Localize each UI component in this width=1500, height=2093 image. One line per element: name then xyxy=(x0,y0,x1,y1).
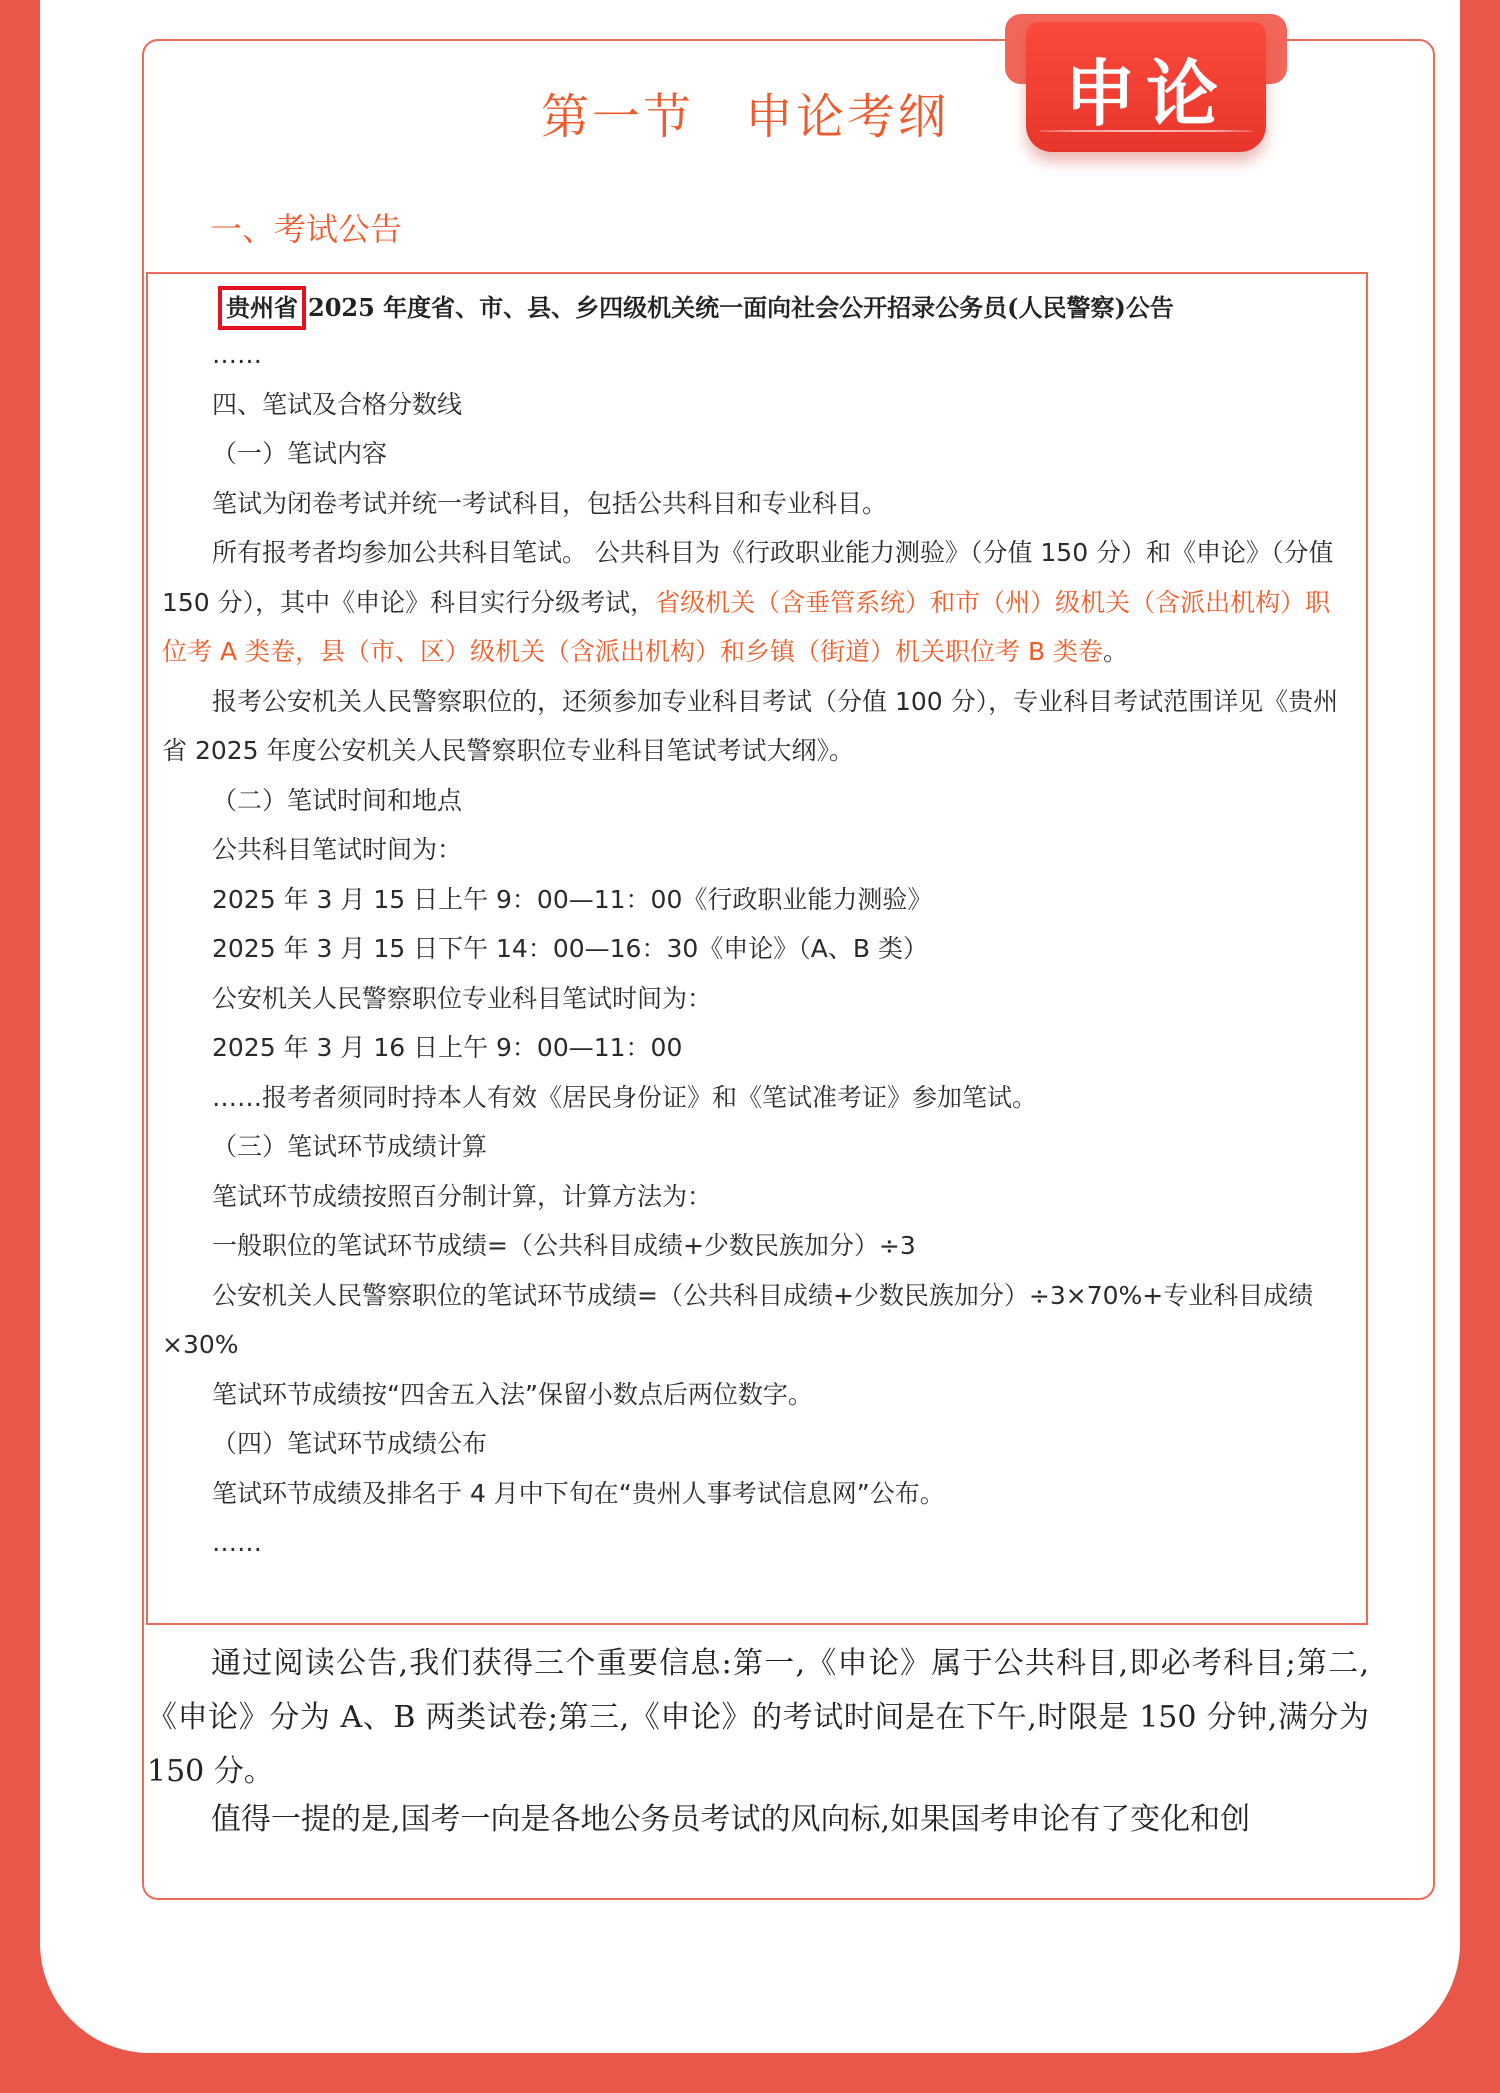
notice-title-rest: 2025 年度省、市、县、乡四级机关统一面向社会公开招录公务员(人民警察)公告 xyxy=(308,293,1174,322)
score-line: 笔试环节成绩按“四舍五入法”保留小数点后两位数字。 xyxy=(212,1379,813,1409)
subjects-end: 。 xyxy=(1103,637,1129,666)
analysis-paragraph-2: 值得一提的是,国考一向是各地公务员考试的风向标,如果国考申论有了变化和创 xyxy=(211,1802,1251,1837)
province-highlight: 贵州省 xyxy=(218,286,306,330)
badge-label: 申论 xyxy=(1063,52,1228,136)
grading-highlight: 省级机关（含垂管系统）和市（州）级机关（含派出机构）职位考 A 类卷，县（市、区）级机关（含派出机构）和乡镇（街道）机关职位考 B 类卷 xyxy=(162,587,1331,666)
notice-sub-3: （三）笔试环节成绩计算 xyxy=(212,1132,488,1161)
schedule-line: 2025 年 3 月 15 日下午 14：00—16：30《申论》（A、B 类） xyxy=(212,934,928,963)
result-line: 笔试环节成绩及排名于 4 月中下旬在“贵州人事考试信息网”公布。 xyxy=(212,1478,945,1508)
notice-sub-2: （二）笔试时间和地点 xyxy=(212,785,463,815)
schedule-line: 2025 年 3 月 15 日上午 9：00—11：00《行政职业能力测验》 xyxy=(212,884,933,914)
ellipsis-bottom: …… xyxy=(212,1528,262,1557)
notice-section-4: 四、笔试及合格分数线 xyxy=(212,389,463,419)
schedule-line: 公安机关人民警察职位专业科目笔试时间为： xyxy=(212,983,713,1013)
schedule-line: 公共科目笔试时间为： xyxy=(212,835,463,864)
score-line: 公安机关人民警察职位的笔试环节成绩=（公共科目成绩+少数民族加分）÷3×70%+专业科目成绩×30% xyxy=(162,1280,1314,1359)
notice-paragraph-police: 报考公安机关人民警察职位的，还须参加专业科目考试（分值 100 分），专业科目考试范围详见《贵州省 2025 年度公安机关人民警察职位专业科目笔试考试大纲》。 xyxy=(162,686,1339,765)
notice-paragraph: 笔试为闭卷考试并统一考试科目，包括公共科目和专业科目。 xyxy=(212,488,888,518)
notice-box xyxy=(146,272,1368,1625)
notice-sub-4: （四）笔试环节成绩公布 xyxy=(212,1429,488,1458)
analysis-paragraph: 通过阅读公告,我们获得三个重要信息:第一,《申论》属于公共科目,即必考科目;第二,《申论》分为 A、B 两类试卷;第三,《申论》的考试时间是在下午,时限是 150 分钟,满分为 150 分。 xyxy=(147,1646,1369,1789)
notice-sub-1: （一）笔试内容 xyxy=(212,439,388,468)
schedule-line: 2025 年 3 月 16 日上午 9：00—11：00 xyxy=(212,1033,683,1062)
notice-paragraph-subjects xyxy=(162,528,1352,677)
schedule-line: ……报考者须同时持本人有效《居民身份证》和《笔试准考证》参加笔试。 xyxy=(212,1082,1038,1112)
page-title: 第一节 申论考纲 xyxy=(540,89,949,145)
subjects-text: 所有报考者均参加公共科目笔试。 公共科目为《行政职业能力测验》（分值 150 分）和《申论》（分值 150 分），其中《申论》科目实行分级考试， xyxy=(162,538,1334,617)
score-line: 笔试环节成绩按照百分制计算，计算方法为： xyxy=(212,1181,713,1211)
subject-badge xyxy=(1026,22,1266,152)
notice-body xyxy=(162,330,1352,1568)
ellipsis-top: …… xyxy=(212,340,262,369)
section-heading: 一、考试公告 xyxy=(210,210,403,248)
notice-title xyxy=(218,286,1174,330)
score-line: 一般职位的笔试环节成绩=（公共科目成绩+少数民族加分）÷3 xyxy=(212,1231,916,1260)
